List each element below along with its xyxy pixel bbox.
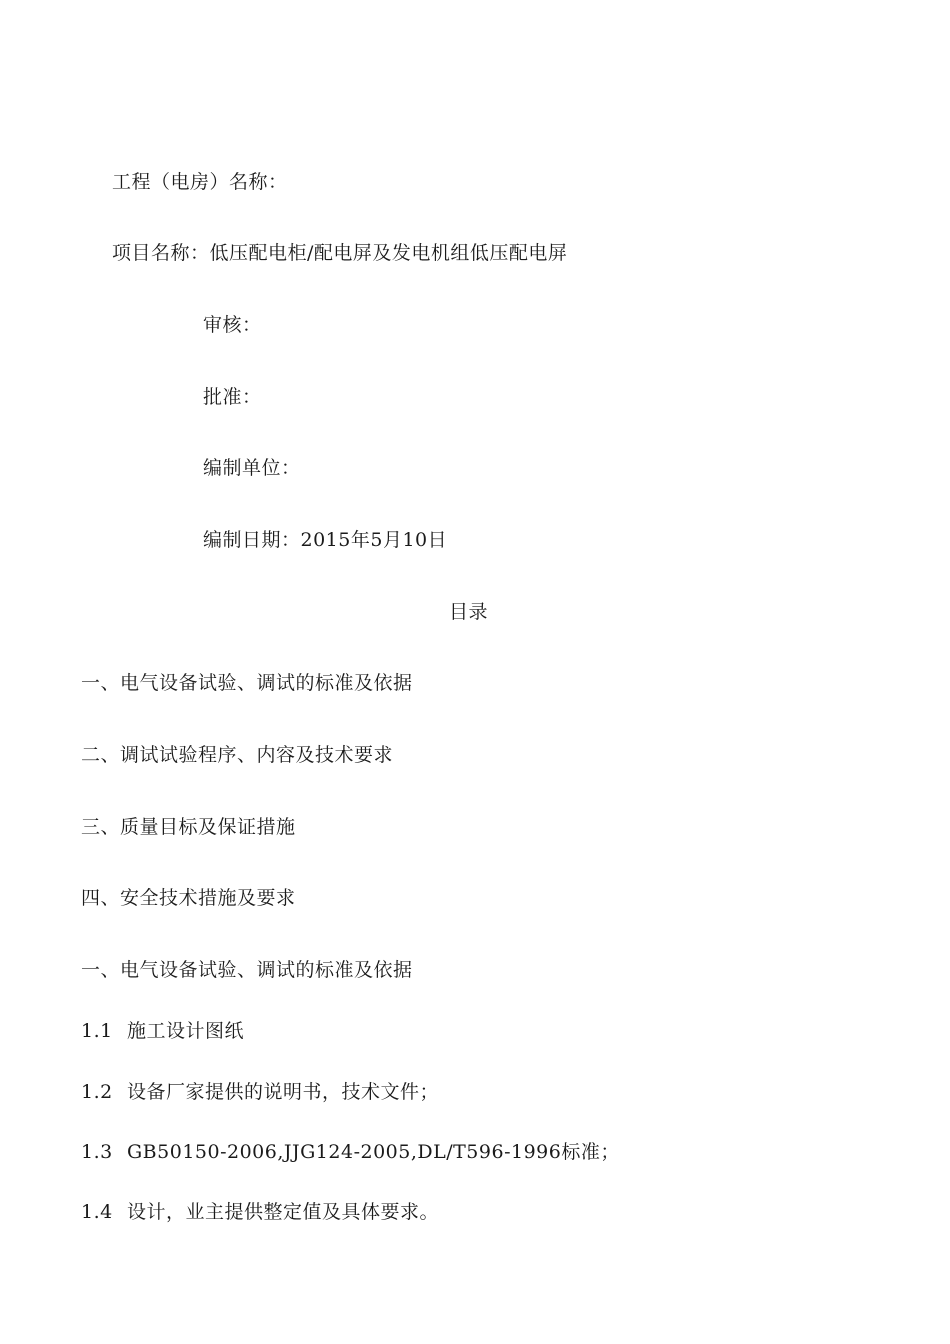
toc-item: 一、电气设备试验、调试的标准及依据 <box>81 672 413 694</box>
section-heading: 一、电气设备试验、调试的标准及依据 <box>81 959 413 981</box>
item-text: 施工设计图纸 <box>127 1020 245 1042</box>
item-text: GB50150-2006,JJG124-2005,DL/T596-1996标准； <box>127 1141 620 1163</box>
approve-label: 批准： <box>203 386 262 408</box>
review-label: 审核： <box>203 314 262 336</box>
project-site-label: 工程（电房）名称： <box>112 171 288 193</box>
toc-title: 目录 <box>449 601 489 623</box>
item-number: 1.1 <box>81 1020 113 1042</box>
list-item <box>81 1080 439 1104</box>
list-item <box>81 1200 439 1224</box>
item-number: 1.3 <box>81 1141 113 1163</box>
item-text: 设计，业主提供整定值及具体要求。 <box>127 1201 440 1223</box>
item-text: 设备厂家提供的说明书，技术文件； <box>127 1081 440 1103</box>
item-number: 1.4 <box>81 1201 113 1223</box>
toc-item: 二、调试试验程序、内容及技术要求 <box>81 744 394 766</box>
list-item <box>81 1019 244 1043</box>
compiler-label: 编制单位： <box>203 457 301 479</box>
toc-item: 三、质量目标及保证措施 <box>81 816 296 838</box>
toc-item: 四、安全技术措施及要求 <box>81 887 296 909</box>
list-item <box>81 1140 620 1164</box>
project-name-line: 项目名称：低压配电柜/配电屏及发电机组低压配电屏 <box>112 242 568 264</box>
date-line: 编制日期：2015年5月10日 <box>203 529 448 551</box>
item-number: 1.2 <box>81 1081 113 1103</box>
